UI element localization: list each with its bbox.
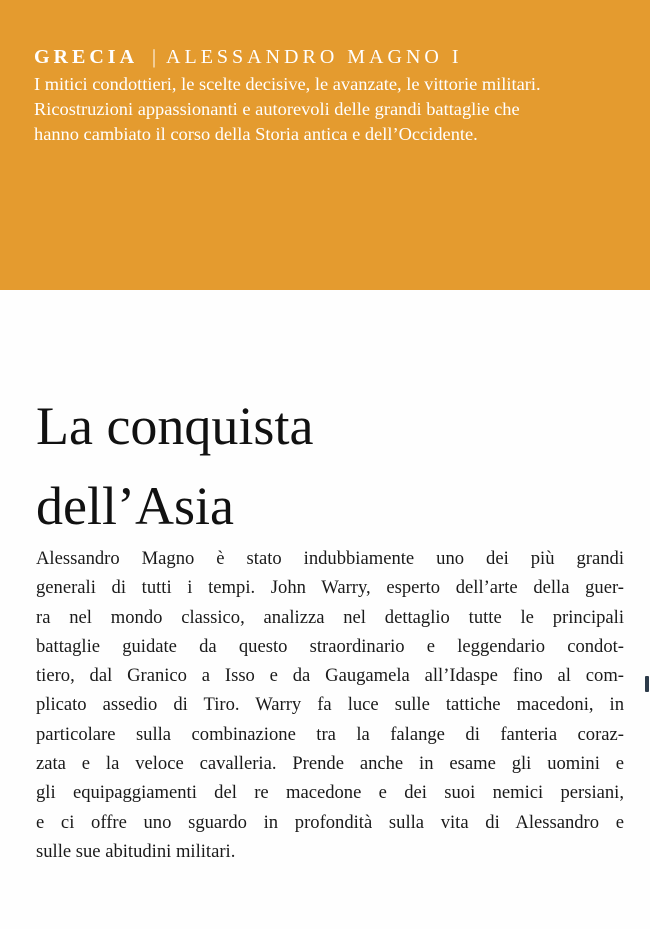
- description-line: e ci offre uno sguardo in profondità sulla vita di Alessandro e: [36, 811, 624, 833]
- book-title: [36, 386, 313, 546]
- description-line: gli equipaggiamenti del re macedone e dei suoi nemici persiani,: [36, 782, 624, 804]
- series-banner: [0, 0, 650, 290]
- description-line: zata e la veloce cavalleria. Prende anche in esame gli uomini e: [36, 753, 624, 775]
- series-description-line: hanno cambiato il corso della Storia antica e dell’Occidente.: [34, 124, 478, 144]
- series-description-line: I mitici condottieri, le scelte decisive, le avanzate, le vittorie militari.: [34, 74, 541, 94]
- series-description: [34, 72, 624, 147]
- description-line: plicato assedio di Tiro. Warry fa luce sulle tattiche macedoni, in: [36, 694, 624, 716]
- series-description-line: Ricostruzioni appassionanti e autorevoli delle grandi battaglie che: [34, 99, 520, 119]
- series-separator: |: [152, 46, 161, 68]
- series-subtitle: ALESSANDRO MAGNO I: [166, 46, 463, 68]
- description-line: particolare sulla combinazione tra la falange di fanteria coraz-: [36, 723, 624, 745]
- book-title-line: La conquista: [36, 396, 314, 456]
- description-line: sulle sue abitudini militari.: [36, 840, 236, 862]
- description-line: generali di tutti i tempi. John Warry, esperto dell’arte della guer-: [36, 577, 624, 599]
- book-description: [36, 544, 624, 866]
- book-title-line: dell’Asia: [36, 476, 234, 536]
- edge-mark: [645, 676, 649, 692]
- description-line: Alessandro Magno è stato indubbiamente uno dei più grandi: [36, 548, 624, 569]
- description-line: ra nel mondo classico, analizza nel dettaglio tutte le principali: [36, 606, 624, 628]
- series-name: GRECIA: [34, 46, 139, 68]
- series-header: [34, 44, 630, 70]
- description-line: battaglie guidate da questo straordinario e leggendario condot-: [36, 635, 624, 657]
- description-line: tiero, dal Granico a Isso e da Gaugamela all’Idaspe fino al com-: [36, 665, 624, 687]
